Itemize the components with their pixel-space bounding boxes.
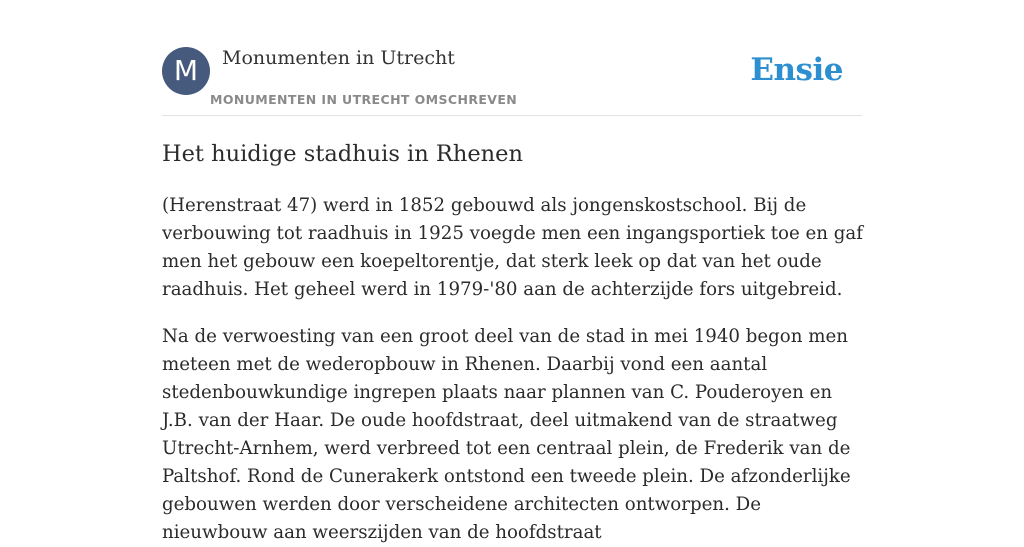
article-title: Het huidige stadhuis in Rhenen	[162, 141, 523, 167]
site-subtitle: MONUMENTEN IN UTRECHT OMSCHREVEN	[210, 92, 518, 107]
avatar[interactable]: M	[162, 47, 210, 95]
article	[162, 136, 866, 547]
ensie-logo[interactable]: Ensie	[750, 52, 843, 88]
article-paragraph: Na de verwoesting van een groot deel van de stad in mei 1940 begon men meteen met de wederopbouw in Rhenen. Daarbij vond een aantal stedenbouwkundige ingrepen plaats naar plannen van C. Pouderoyen en J.B. van der Haar. De oude hoofdstraat, deel uitmakend van de straatweg Utrecht-Arnhem, werd verbreed tot een centraal plein, de Frederik van de Paltshof. Rond de Cunerakerk ontstond een tweede plein. De afzonderlijke gebouwen werden door verscheidene architecten ontworpen. De nieuwbouw aan weerszijden van de hoofdstraat	[162, 326, 851, 543]
site-header	[162, 46, 862, 116]
site-title[interactable]: Monumenten in Utrecht	[222, 47, 455, 69]
article-paragraph: (Herenstraat 47) werd in 1852 gebouwd als jongenskostschool. Bij de verbouwing tot raadhuis in 1925 voegde men een ingangsportiek toe en gaf men het gebouw een koepeltorentje, dat sterk leek op dat van het oude raadhuis. Het geheel werd in 1979-'80 aan de achterzijde fors uitgebreid.	[162, 195, 863, 300]
